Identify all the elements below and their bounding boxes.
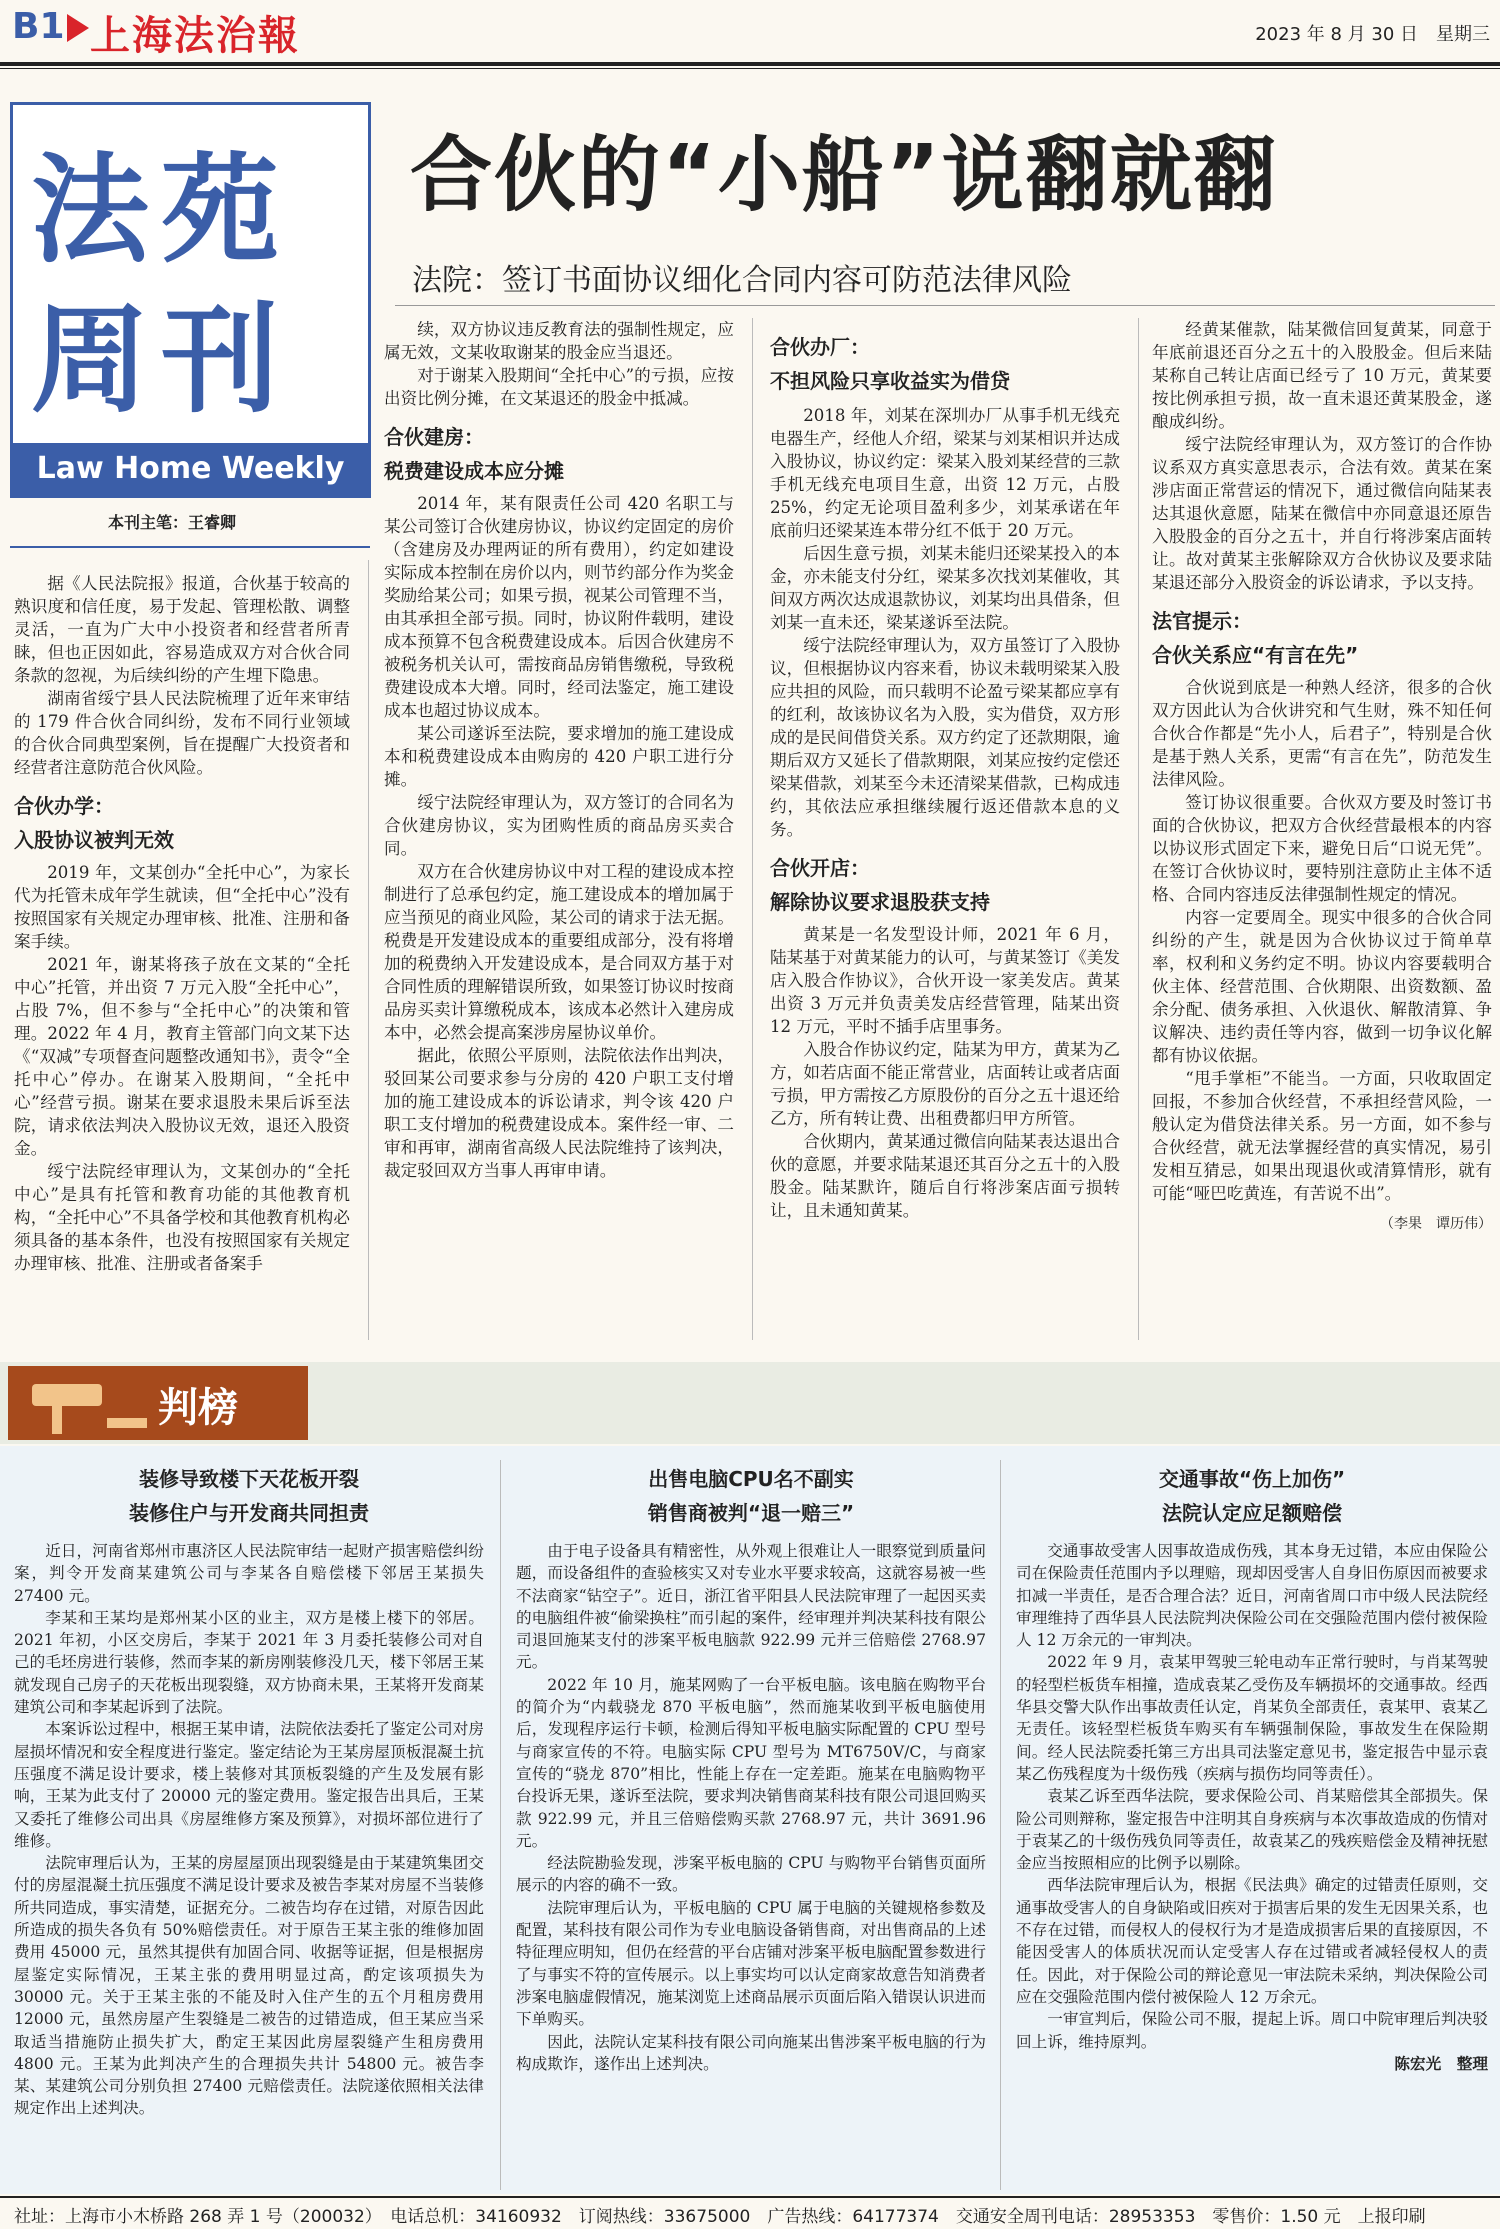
paragraph: 某公司遂诉至法院，要求增加的施工建设成本和税费建设成本由购房的 420 户职工进行分摊。 (384, 724, 734, 789)
paragraph: 据《人民法院报》报道，合伙基于较高的熟识度和信任度，易于发起、管理松散、调整灵活，一直为广大中小投资者和经营者所青睐，但也正因如此，容易造成双方对合伙合同条款的忽视，为后续纠纷的产生埋下隐患。 (14, 574, 350, 685)
subheadline: 法院：签订书面协议细化合同内容可防范法律风险 (412, 263, 1072, 298)
paragraph: 2021 年，谢某将孩子放在文某的“全托中心”托管，并出资 7 万元入股“全托中心”，占股 7%，但不参与“全托中心”的决策和管理。2022 年 4 月，教育主管部门向文某下达《“双减”专项督查问题整改通知书》，责令“全托中心”停办。在谢某入股期间，“全托中心”经营亏损。谢某在要求退股未果后诉至法院，请求依法判决入股协议无效，退还入股资金。 (14, 955, 350, 1158)
paragraph: 绥宁法院经审理认为，双方虽签订了入股协议，但根据协议内容来看，协议未载明梁某入股应共担的风险，而只载明不论盈亏梁某都应享有的红利，故该协议名为入股，实为借贷，双方形成的是民间借贷关系。双方约定了还款期限，逾期后双方又延长了借款期限，刘某应按约定偿还梁某借款，刘某至今未还清梁某借款，已构成违约，其依法应承担继续履行返还借款本息的义务。 (770, 636, 1120, 839)
article-column-2 (384, 318, 734, 1182)
paragraph: 入股合作协议约定，陆某为甲方，黄某为乙方，如若店面不能正常营业，店面转让或者店面亏损，甲方需按乙方原股份的百分之五十退还给乙方，所有转让费、出租费都归甲方所管。 (770, 1040, 1120, 1128)
paragraph: 西华法院审理后认为，根据《民法典》确定的过错责任原则，交通事故受害人的自身缺陷或旧疾对于损害后果的发生无因果关系，也不存在过错，而侵权人的侵权行为才是造成损害后果的直接原因，不能因受害人的体质状况而认定受害人存在过错或者减轻侵权人的责任。因此，对于保险公司的辩论意见一审法院未采纳，判决保险公司应在交强险范围内偿付被保险人 12 万余元。 (1016, 1876, 1488, 2006)
judgement-tag (8, 1366, 308, 1440)
paragraph: 经法院勘验发现，涉案平板电脑的 CPU 与购物平台销售页面所展示的内容的确不一致。 (516, 1854, 986, 1895)
paragraph: 据此，依照公平原则，法院依法作出判决，驳回某公司要求参与分房的 420 户职工支付增加的施工建设成本的诉讼请求，判令该 420 户职工支付增加的税费建设成本。案件经一审、二审和再审，湖南省高级人民法院维持了该判决，裁定驳回双方当事人再审申请。 (384, 1046, 734, 1180)
column-logo (10, 102, 371, 498)
paragraph: 绥宁法院经审理认为，文某创办的“全托中心”是具有托管和教育功能的其他教育机构，“全托中心”不具备学校和其他教育机构必须具备的基本条件，也没有按照国家有关规定办理审核、批准、注册或者备案手 (14, 1162, 350, 1273)
paragraph: 内容一定要周全。现实中很多的合伙合同纠纷的产生，就是因为合伙协议过于简单草率，权利和义务约定不明。协议内容要载明合伙主体、经营范围、合伙期限、出资数额、盈余分配、债务承担、入伙退伙、解散清算、争议解决、违约责任等内容，做到一切争议化解都有协议依据。 (1152, 908, 1492, 1065)
section-heading: 合伙建房： 税费建设成本应分摊 (384, 425, 564, 483)
paragraph: 湖南省绥宁县人民法院梳理了近年来审结的 179 件合伙合同纠纷，发布不同行业领域的合伙合同典型案例，旨在提醒广大投资者和经营者注意防范合伙风险。 (14, 689, 350, 777)
issue-date: 2023 年 8 月 30 日 星期三 (1255, 24, 1490, 45)
chief-editor: 本刊主笔：王睿卿 (108, 513, 237, 532)
column-logo-line2: 周刊 (31, 291, 292, 429)
paragraph: 签订协议很重要。合伙双方要及时签订书面的合伙协议，把双方合伙经营最根本的内容以协议形式固定下来，避免日后“口说无凭”。在签订合伙协议时，要特别注意防止主体不适格、合同内容违反法律强制性规定的情况。 (1152, 793, 1492, 904)
case-title-2: 出售电脑CPU名不副实 销售商被判“退一赔三” (647, 1467, 855, 1525)
paragraph: 黄某是一名发型设计师，2021 年 6 月，陆某基于对黄某能力的认可，与黄某签订《美发店入股合作协议》，合伙开设一家美发店。黄某出资 3 万元并负责美发店经营管理，陆某出资 12 万元，平时不插手店里事务。 (770, 925, 1120, 1036)
article-column-4 (1152, 318, 1492, 1236)
byline: （李果 谭历伟） (1380, 1216, 1492, 1232)
paragraph: 续，双方协议违反教育法的强制性规定，应属无效，文某收取谢某的股金应当退还。 (384, 320, 734, 362)
case-article-3 (1016, 1462, 1488, 2075)
paragraph: 2014 年，某有限责任公司 420 名职工与某公司签订合伙建房协议，协议约定固定的房价（含建房及办理两证的所有费用），约定如建设实际成本控制在房价以内，则节约部分作为奖金奖励给某公司；如果亏损，视某公司管理不当，由其承担全部亏损。同时，协议附件载明，建设成本预算不包含税费建设成本。后因合伙建房不被税务机关认可，需按商品房销售缴税，导致税费建设成本大增。同时，经司法鉴定，施工建设成本也超过协议成本。 (384, 494, 734, 720)
paragraph: 一审宣判后，保险公司不服，提起上诉。周口中院审理后判决驳回上诉，维持原判。 (1016, 2010, 1488, 2051)
column-logo-english: Law Home Weekly (13, 443, 368, 495)
paragraph: 双方在合伙建房协议中对工程的建设成本控制进行了总承包约定，施工建设成本的增加属于应当预见的商业风险，某公司的请求于法无据。税费是开发建设成本的重要组成部分，没有将增加的税费纳入开发建设成本，是合同双方基于对合同性质的理解错误所致，如果签订协议时按商品房买卖计算缴税成本，该成本必然计入建房成本中，必然会提高案涉房屋协议单价。 (384, 862, 734, 1042)
case-title-3: 交通事故“伤上加伤” 法院认定应足额赔偿 (1158, 1467, 1346, 1525)
paragraph: 绥宁法院经审理认为，双方签订的合同名为合伙建房协议，实为团购性质的商品房买卖合同。 (384, 793, 734, 858)
editor-rule (10, 546, 370, 548)
paragraph: 法院审理后认为，平板电脑的 CPU 属于电脑的关键规格参数及配置，某科技有限公司作为专业电脑设备销售商，对出售商品的上述特征理应明知，但仍在经营的平台店铺对涉案平板电脑配置参数进行了与事实不符的宣传展示。以上事实均可以认定商家故意告知消费者涉案电脑虚假情况，施某浏览上述商品展示页面后陷入错误认识进而下单购买。 (516, 1898, 986, 2029)
paragraph: 袁某乙诉至西华法院，要求保险公司、肖某赔偿其全部损失。保险公司则辩称，鉴定报告中注明其自身疾病与本次事故造成的伤情对于袁某乙的十级伤残负同等责任，故袁某乙的残疾赔偿金及精神抚慰金应当按照相应的比例予以剔除。 (1016, 1787, 1488, 1873)
gavel-icon (12, 1366, 152, 1440)
section-heading: 合伙办厂： 不担风险只享收益实为借贷 (770, 335, 1010, 393)
case-article-1 (14, 1462, 484, 2120)
masthead-rule (0, 62, 1500, 66)
page-marker-icon (67, 14, 89, 42)
paragraph: 经黄某催款，陆某微信回复黄某，同意于年底前退还百分之五十的入股股金。但后来陆某称自己转让店面已经亏了 10 万元，黄某要按比例承担亏损，故一直未退还黄某股金，遂酿成纠纷。 (1152, 320, 1492, 431)
case-article-2 (516, 1462, 986, 2075)
paragraph: 合伙期内，黄某通过微信向陆某表达退出合伙的意愿，并要求陆某退还其百分之五十的入股股金。陆某默许，随后自行将涉案店面亏损转让，且未通知黄某。 (770, 1132, 1120, 1220)
byline: 陈宏光 整理 (1394, 2054, 1488, 2073)
footer-contact: 社址：上海市小木桥路 268 弄 1 号（200032） 电话总机：34160932 订阅热线：33675000 广告热线：64177374 交通安全周刊电话：28953353 零售价：1.50 元 上报印刷 (14, 2207, 1426, 2227)
column-divider (500, 1460, 501, 2190)
column-logo-line1: 法苑 (31, 141, 292, 279)
section-heading: 合伙开店： 解除协议要求退股获支持 (770, 856, 990, 914)
case-title-1: 装修导致楼下天花板开裂 装修住户与开发商共同担责 (129, 1467, 369, 1525)
column-divider (1138, 318, 1139, 1340)
page-number: B1 (12, 6, 89, 47)
column-divider (752, 318, 753, 1340)
section-heading: 法官提示： 合伙关系应“有言在先” (1152, 609, 1359, 667)
paragraph: 绥宁法院经审理认为，双方签订的合作协议系双方真实意思表示，合法有效。黄某在案涉店面正常营运的情况下，通过微信向陆某表达其退伙意愿，陆某在微信中亦同意退还原告入股股金的百分之五十，并自行将涉案店面转让。故对黄某主张解除双方合伙协议及要求陆某退还部分入股资金的诉讼请求，予以支持。 (1152, 435, 1492, 592)
newspaper-name: 上海法治報 (90, 12, 300, 59)
paragraph: 由于电子设备具有精密性，从外观上很难让人一眼察觉到质量问题，而设备组件的查验核实又对专业水平要求较高，这就容易被一些不法商家“钻空子”。近日，浙江省平阳县人民法院审理了一起因买卖的电脑组件被“偷梁换柱”而引起的案件，经审理并判决某科技有限公司退回施某支付的涉案平板电脑款 922.99 元并三倍赔偿 2768.97 元。 (516, 1542, 986, 1672)
paragraph: 对于谢某入股期间“全托中心”的亏损，应按出资比例分摊，在文某退还的股金中抵减。 (384, 366, 734, 408)
paragraph: 2022 年 10 月，施某网购了一台平板电脑。该电脑在购物平台的简介为“内载骁龙 870 平板电脑”，然而施某收到平板电脑使用后，发现程序运行卡顿，检测后得知平板电脑实际配置的 CPU 型号与商家宣传的不符。电脑实际 CPU 型号为 MT6750V/C，与商家宣传的“骁龙 870”相比，性能上存在一定差距。施某在电脑购物平台投诉无果，遂诉至法院，要求判决销售商某科技有限公司退回购买款 922.99 元，并且三倍赔偿购买款 2768.97 元，共计 3691.96 元。 (516, 1675, 986, 1850)
paragraph: 合伙说到底是一种熟人经济，很多的合伙双方因此认为合伙讲究和气生财，殊不知任何合伙合作都是“先小人，后君子”，特别是合伙是基于熟人关系，更需“有言在先”，防范发生法律风险。 (1152, 678, 1492, 789)
paragraph: 法院审理后认为，王某的房屋屋顶出现裂缝是由于某建筑集团交付的房屋混凝土抗压强度不满足设计要求及被告李某对房屋不当装修所共同造成，事实清楚，证据充分。二被告均存在过错，对原告因此所造成的损失各负有 50%赔偿责任。对于原告王某主张的维修加固费用 45000 元，虽然其提供有加固合同、收据等证据，但是根据房屋鉴定实际情况，王某主张的费用明显过高，酌定该项损失为 30000 元。关于王某主张的不能及时入住产生的五个月租房费用 12000 元，虽然房屋产生裂缝是二被告的过错造成，但王某应当采取适当措施防止损失扩大，酌定王某因此房屋裂缝产生租房费用 4800 元。王某为此判决产生的合理损失共计 54800 元。被告李某、某建筑公司分别负担 27400 元赔偿责任。法院遂依照相关法律规定作出上述判决。 (14, 1854, 484, 2118)
masthead-rule-thin (0, 68, 1500, 69)
footer-rule (0, 2196, 1500, 2198)
paragraph: 因此，法院认定某科技有限公司向施某出售涉案平板电脑的行为构成欺诈，遂作出上述判决。 (516, 2032, 986, 2073)
column-divider (1000, 1460, 1001, 2190)
paragraph: 本案诉讼过程中，根据王某申请，法院依法委托了鉴定公司对房屋损坏情况和安全程度进行鉴定。鉴定结论为王某房屋顶板混凝土抗压强度不满足设计要求，楼上装修对其顶板裂缝的产生及发展有影响，王某为此支付了 20000 元的鉴定费用。鉴定报告出具后，王某又委托了维修公司出具《房屋维修方案及预算》，对损坏部位进行了维修。 (14, 1720, 484, 1850)
paragraph: 2022 年 9 月，袁某甲驾驶三轮电动车正常行驶时，与肖某驾驶的轻型栏板货车相撞，造成袁某乙受伤及车辆损坏的交通事故。经西华县交警大队作出事故责任认定，肖某负全部责任，袁某甲、袁某乙无责任。该轻型栏板货车购买有车辆强制保险，事故发生在保险期间。经人民法院委托第三方出具司法鉴定意见书，鉴定报告中显示袁某乙伤残程度为十级伤残（疾病与损伤均同等责任）。 (1016, 1653, 1488, 1783)
article-column-3 (770, 330, 1120, 1222)
paragraph: “甩手掌柜”不能当。一方面，只收取固定回报，不参加合伙经营，不承担经营风险，一般认定为借贷法律关系。另一方面，如不参与合伙经营，就无法掌握经营的真实情况，易引发相互猜忌，如果出现退伙或清算情形，就有可能“哑巴吃黄连，有苦说不出”。 (1152, 1069, 1492, 1203)
paragraph: 2019 年，文某创办“全托中心”，为家长代为托管未成年学生就读，但“全托中心”没有按照国家有关规定办理审核、批准、注册和备案手续。 (14, 863, 350, 951)
judgement-tag-label: 判榜 (158, 1385, 238, 1431)
paragraph: 交通事故受害人因事故造成伤残，其本身无过错，本应由保险公司在保险责任范围内予以理赔，现却因受害人自身旧伤原因而被要求扣减一半责任，是否合理合法？近日，河南省周口市中级人民法院经审理维持了西华县人民法院判决保险公司在交强险范围内偿付被保险人 12 万余元的一审判决。 (1016, 1542, 1488, 1650)
paragraph: 近日，河南省郑州市惠济区人民法院审结一起财产损害赔偿纠纷案，判令开发商某建筑公司与李某各自赔偿楼下邻居王某损失 27400 元。 (14, 1542, 484, 1605)
paragraph: 2018 年，刘某在深圳办厂从事手机无线充电器生产，经他人介绍，梁某与刘某相识并达成入股协议，协议约定：梁某入股刘某经营的三款手机无线充电项目生意，出资 12 万元，占股 25%，约定无论项目盈利多少，刘某承诺在年底前归还梁某连本带分红不低于 20 万元。 (770, 406, 1120, 540)
headline-rule (395, 305, 1495, 306)
paragraph: 后因生意亏损，刘某未能归还梁某投入的本金，亦未能支付分红，梁某多次找刘某催收，其间双方两次达成退款协议，刘某均出具借条，但刘某一直未还，梁某遂诉至法院。 (770, 544, 1120, 632)
headline: 合伙的“小船”说翻就翻 (410, 128, 1278, 223)
paragraph: 李某和王某均是郑州某小区的业主，双方是楼上楼下的邻居。2021 年初，小区交房后，李某于 2021 年 3 月委托装修公司对自己的毛坯房进行装修，然而李某的新房刚装修没几天，楼下邻居王某就发现自己房子的天花板出现裂缝，双方协商未果，王某将开发商某建筑公司和李某起诉到了法院。 (14, 1608, 484, 1717)
column-divider (368, 560, 369, 1340)
section-heading: 合伙办学： 入股协议被判无效 (14, 794, 174, 852)
article-column-1 (14, 572, 350, 1275)
